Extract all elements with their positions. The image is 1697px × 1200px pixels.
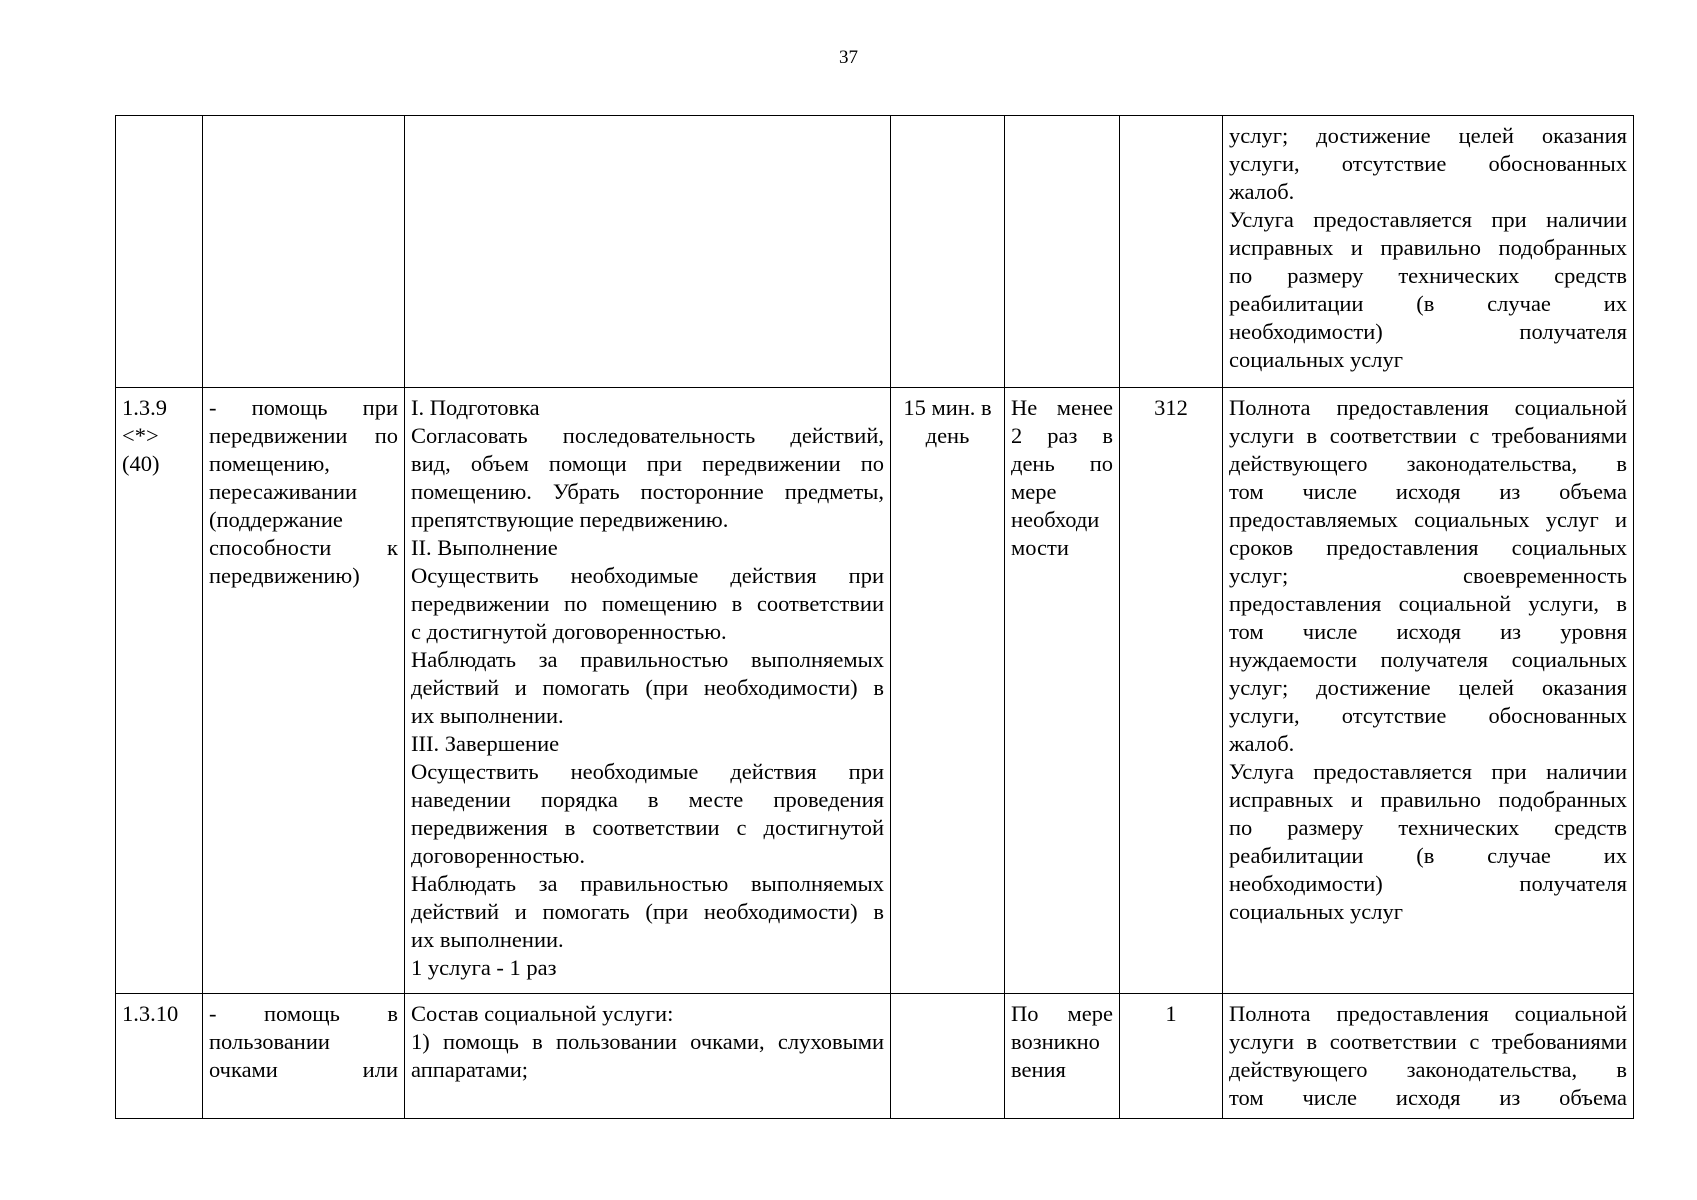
service-content-line: аппаратами;	[411, 1057, 529, 1082]
cell-service-count: 312	[1120, 388, 1223, 994]
quality-criteria-line: Полнота предоставления социальной	[1229, 395, 1627, 420]
cell-service-number	[116, 994, 203, 1119]
cell-service-frequency	[1005, 116, 1120, 388]
service-frequency-line: вения	[1011, 1057, 1066, 1082]
cell-service-count: 1	[1120, 994, 1223, 1119]
service-content-line: Состав социальной услуги:	[411, 1001, 674, 1026]
service-content-line: III. Завершение	[411, 731, 560, 756]
cell-service-duration	[891, 994, 1005, 1119]
cell-service-content	[405, 116, 891, 388]
quality-criteria-line: сроков предоставления социальных	[1229, 535, 1627, 560]
quality-criteria-line: Полнота предоставления социальной	[1229, 1001, 1627, 1026]
cell-service-frequency	[1005, 388, 1120, 994]
service-content-line: Осуществить необходимые действия при	[411, 759, 884, 784]
service-content-line: Наблюдать за правильностью выполняемых	[411, 647, 884, 672]
quality-criteria-line: исправных и правильно подобранных	[1229, 787, 1627, 812]
service-frequency-line: день по	[1011, 451, 1113, 476]
table-row	[116, 116, 1634, 388]
cell-service-duration: 15 мин. в день	[891, 388, 1005, 994]
quality-criteria-line: услуг; достижение целей оказания	[1229, 675, 1627, 700]
cell-service-name	[203, 116, 405, 388]
cell-service-content	[405, 388, 891, 994]
quality-criteria-line: том числе исходя из объема	[1229, 1085, 1627, 1110]
service-frequency-line: необходи	[1011, 507, 1100, 532]
service-frequency-line: Не менее	[1011, 395, 1113, 420]
quality-criteria-line: по размеру технических средств	[1229, 263, 1627, 288]
cell-service-duration	[891, 116, 1005, 388]
service-number-line: 1.3.9	[122, 395, 167, 420]
service-frequency-line: мости	[1011, 535, 1069, 560]
service-content-line: наведении порядка в месте проведения	[411, 787, 884, 812]
service-content-line: действий и помогать (при необходимости) в	[411, 675, 884, 700]
cell-service-frequency	[1005, 994, 1120, 1119]
service-content-line: Наблюдать за правильностью выполняемых	[411, 871, 884, 896]
service-name-line: передвижению)	[209, 563, 360, 588]
service-name-line: - помощь при	[209, 395, 398, 420]
quality-criteria-line: том числе исходя из уровня	[1229, 619, 1627, 644]
service-name-line: помещению,	[209, 451, 330, 476]
quality-criteria-line: Услуга предоставляется при наличии	[1229, 759, 1627, 784]
quality-criteria-line: услуги в соответствии с требованиями	[1229, 423, 1627, 448]
service-frequency-line: возникно	[1011, 1029, 1100, 1054]
service-name-line: пересаживании	[209, 479, 358, 504]
service-name-line: способности к	[209, 535, 398, 560]
service-content-line: вид, объем помощи при передвижении по	[411, 451, 884, 476]
quality-criteria-line: реабилитации (в случае их	[1229, 291, 1627, 316]
service-content-line: 1) помощь в пользовании очками, слуховыми	[411, 1029, 884, 1054]
service-content-line: Согласовать последовательность действий,	[411, 423, 884, 448]
quality-criteria-line: жалоб.	[1229, 179, 1295, 204]
service-content-line: помещению. Убрать посторонние предметы,	[411, 479, 884, 504]
service-number-line: (40)	[122, 451, 160, 476]
service-content-line: действий и помогать (при необходимости) в	[411, 899, 884, 924]
table-row	[116, 994, 1634, 1119]
quality-criteria-line: по размеру технических средств	[1229, 815, 1627, 840]
service-frequency-line: мере	[1011, 479, 1057, 504]
service-content-line: с достигнутой договоренностью.	[411, 619, 727, 644]
quality-criteria-line: предоставления социальной услуги, в	[1229, 591, 1627, 616]
cell-service-count	[1120, 116, 1223, 388]
table-row	[116, 388, 1634, 994]
quality-criteria-line: Услуга предоставляется при наличии	[1229, 207, 1627, 232]
cell-service-number	[116, 116, 203, 388]
service-name-line: (поддержание	[209, 507, 343, 532]
quality-criteria-line: предоставляемых социальных услуг и	[1229, 507, 1627, 532]
quality-criteria-line: действующего законодательства, в	[1229, 1057, 1627, 1082]
service-content-line: их выполнении.	[411, 703, 564, 728]
quality-criteria-line: необходимости) получателя	[1229, 319, 1627, 344]
cell-service-number	[116, 388, 203, 994]
service-number-line: 1.3.10	[122, 1001, 179, 1026]
service-frequency-line: 2 раз в	[1011, 423, 1113, 448]
quality-criteria-line: необходимости) получателя	[1229, 871, 1627, 896]
service-content-line: договоренностью.	[411, 843, 585, 868]
service-content-line: их выполнении.	[411, 927, 564, 952]
quality-criteria-line: действующего законодательства, в	[1229, 451, 1627, 476]
service-number-line: <*>	[122, 423, 159, 448]
quality-criteria-line: услуги, отсутствие обоснованных	[1229, 151, 1627, 176]
cell-quality-criteria	[1223, 994, 1634, 1119]
cell-service-content	[405, 994, 891, 1119]
cell-quality-criteria	[1223, 388, 1634, 994]
service-content-line: передвижения в соответствии с достигнутой	[411, 815, 884, 840]
quality-criteria-line: реабилитации (в случае их	[1229, 843, 1627, 868]
service-name-line: очками или	[209, 1057, 398, 1082]
service-content-line: I. Подготовка	[411, 395, 540, 420]
quality-criteria-line: услуги, отсутствие обоснованных	[1229, 703, 1627, 728]
service-name-line: пользовании	[209, 1029, 330, 1054]
service-content-line: Осуществить необходимые действия при	[411, 563, 884, 588]
service-content-line: передвижении по помещению в соответствии	[411, 591, 884, 616]
quality-criteria-line: услуги в соответствии с требованиями	[1229, 1029, 1627, 1054]
service-content-line: препятствующие передвижению.	[411, 507, 729, 532]
table-body	[116, 116, 1634, 1119]
services-table	[115, 115, 1634, 1119]
cell-quality-criteria	[1223, 116, 1634, 388]
cell-service-name	[203, 994, 405, 1119]
service-frequency-line: По мере	[1011, 1001, 1113, 1026]
cell-service-name	[203, 388, 405, 994]
service-content-line: 1 услуга - 1 раз	[411, 955, 557, 980]
quality-criteria-line: нуждаемости получателя социальных	[1229, 647, 1627, 672]
quality-criteria-line: том числе исходя из объема	[1229, 479, 1627, 504]
service-name-line: - помощь в	[209, 1001, 398, 1026]
service-name-line: передвижении по	[209, 423, 398, 448]
quality-criteria-line: услуг; своевременность	[1229, 563, 1627, 588]
service-content-line: II. Выполнение	[411, 535, 558, 560]
page-number: 37	[839, 47, 858, 68]
quality-criteria-line: социальных услуг	[1229, 347, 1403, 372]
quality-criteria-line: исправных и правильно подобранных	[1229, 235, 1627, 260]
quality-criteria-line: социальных услуг	[1229, 899, 1403, 924]
quality-criteria-line: услуг; достижение целей оказания	[1229, 123, 1627, 148]
quality-criteria-line: жалоб.	[1229, 731, 1295, 756]
